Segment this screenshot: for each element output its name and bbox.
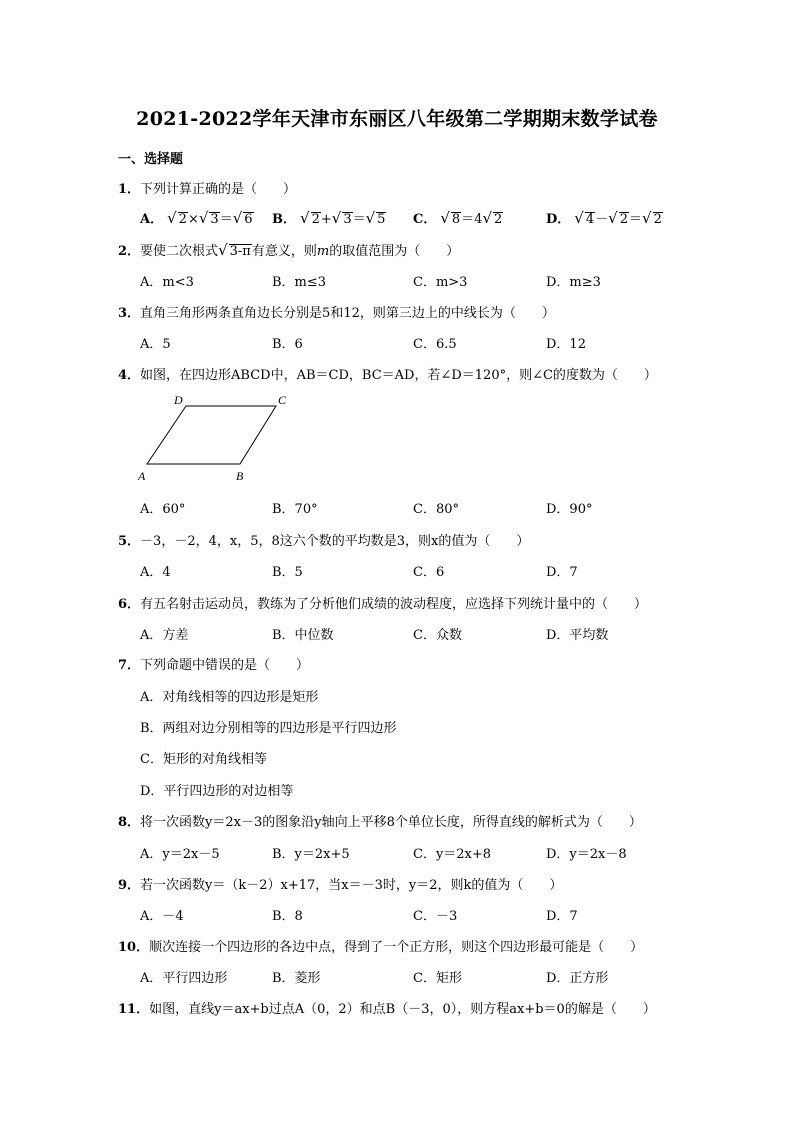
question-number: 1． [118, 182, 141, 197]
option-9c: C．－3 [413, 909, 458, 924]
option-7c: C．矩形的对角线相等 [140, 752, 267, 767]
section-heading: 一、选择题 [118, 152, 184, 167]
question-2: 2．要使二次根式√ 3-π有意义，则m的取值范围为（ ） [118, 241, 460, 259]
option-1c: C． √ 8＝4√ 2 [413, 209, 503, 227]
parallelogram-figure [130, 390, 300, 490]
option-1d: D． √ 4－√ 2＝√ 2 [546, 209, 662, 227]
vertex-label-c: C [278, 393, 287, 407]
question-6: 6．有五名射击运动员，教练为了分析他们成绩的波动程度，应选择下列统计量中的（ ） [118, 597, 648, 612]
option-2d: D．m≥3 [546, 275, 601, 290]
option-4d: D．90° [546, 502, 593, 517]
option-8c: C．y＝2x+8 [413, 847, 492, 862]
question-4: 4．如图，在四边形ABCD中，AB＝CD，BC＝AD，若∠D＝120°，则∠C的度数为（ ） [118, 368, 657, 383]
vertex-label-b: B [236, 469, 244, 483]
option-3a: A．5 [140, 337, 171, 352]
option-5d: D．7 [546, 565, 578, 580]
radicand: 3-π [229, 244, 251, 259]
question-11: 11．如图，直线y＝ax+b过点A（0，2）和点B（－3，0），则方程ax+b＝0的解是（ ） [118, 1002, 656, 1017]
option-8d: D．y＝2x－8 [546, 847, 627, 862]
option-9a: A．－4 [140, 909, 184, 924]
option-7d: D．平行四边形的对边相等 [140, 784, 294, 799]
option-5b: B．5 [272, 565, 303, 580]
option-1b: B． √ 2+√ 3＝√ 5 [272, 209, 386, 227]
option-10a: A．平行四边形 [140, 971, 228, 986]
question-10: 10．顺次连接一个四边形的各边中点，得到了一个正方形，则这个四边形最可能是（ ） [118, 940, 644, 955]
option-1a: A． √ 2×√ 3＝√ 6 [140, 209, 253, 227]
option-8b: B．y＝2x+5 [272, 847, 350, 862]
option-2a: A．m<3 [140, 275, 194, 290]
vertex-label-d: D [174, 393, 183, 407]
option-10d: D．正方形 [546, 971, 609, 986]
option-4a: A．60° [140, 502, 186, 517]
option-10c: C．矩形 [413, 971, 462, 986]
option-6a: A．方差 [140, 628, 189, 643]
option-3b: B．6 [272, 337, 303, 352]
option-10b: B．菱形 [272, 971, 321, 986]
option-3c: C．6.5 [413, 337, 457, 352]
option-4c: C．80° [413, 502, 459, 517]
option-3d: D．12 [546, 337, 586, 352]
option-2b: B．m≤3 [272, 275, 327, 290]
option-7b: B．两组对边分别相等的四边形是平行四边形 [140, 721, 397, 736]
option-5c: C．6 [413, 565, 445, 580]
question-text: 下列计算正确的是（ ） [140, 182, 297, 197]
option-8a: A．y＝2x－5 [140, 847, 220, 862]
option-5a: A．4 [140, 565, 171, 580]
option-6b: B．中位数 [272, 628, 334, 643]
question-9: 9．若一次函数y＝（k－2）x+17，当x＝－3时，y＝2，则k的值为（ ） [118, 878, 563, 893]
question-7: 7．下列命题中错误的是（ ） [118, 658, 310, 673]
option-6c: C．众数 [413, 628, 462, 643]
option-4b: B．70° [272, 502, 318, 517]
question-8: 8．将一次函数y＝2x－3的图象沿y轴向上平移8个单位长度，所得直线的解析式为（ ） [118, 815, 642, 830]
question-3: 3．直角三角形两条直角边长分别是5和12，则第三边上的中线长为（ ） [118, 306, 555, 321]
option-9b: B．8 [272, 909, 303, 924]
option-9d: D．7 [546, 909, 578, 924]
page-title: 2021-2022学年天津市东丽区八年级第二学期期末数学试卷 [136, 108, 658, 130]
option-2c: C．m>3 [413, 275, 468, 290]
option-6d: D．平均数 [546, 628, 609, 643]
question-1 [118, 178, 296, 197]
option-7a: A．对角线相等的四边形是矩形 [140, 690, 319, 705]
question-5: 5．－3，－2，4，x，5，8这六个数的平均数是3，则x的值为（ ） [118, 534, 530, 549]
vertex-label-a: A [138, 469, 146, 483]
